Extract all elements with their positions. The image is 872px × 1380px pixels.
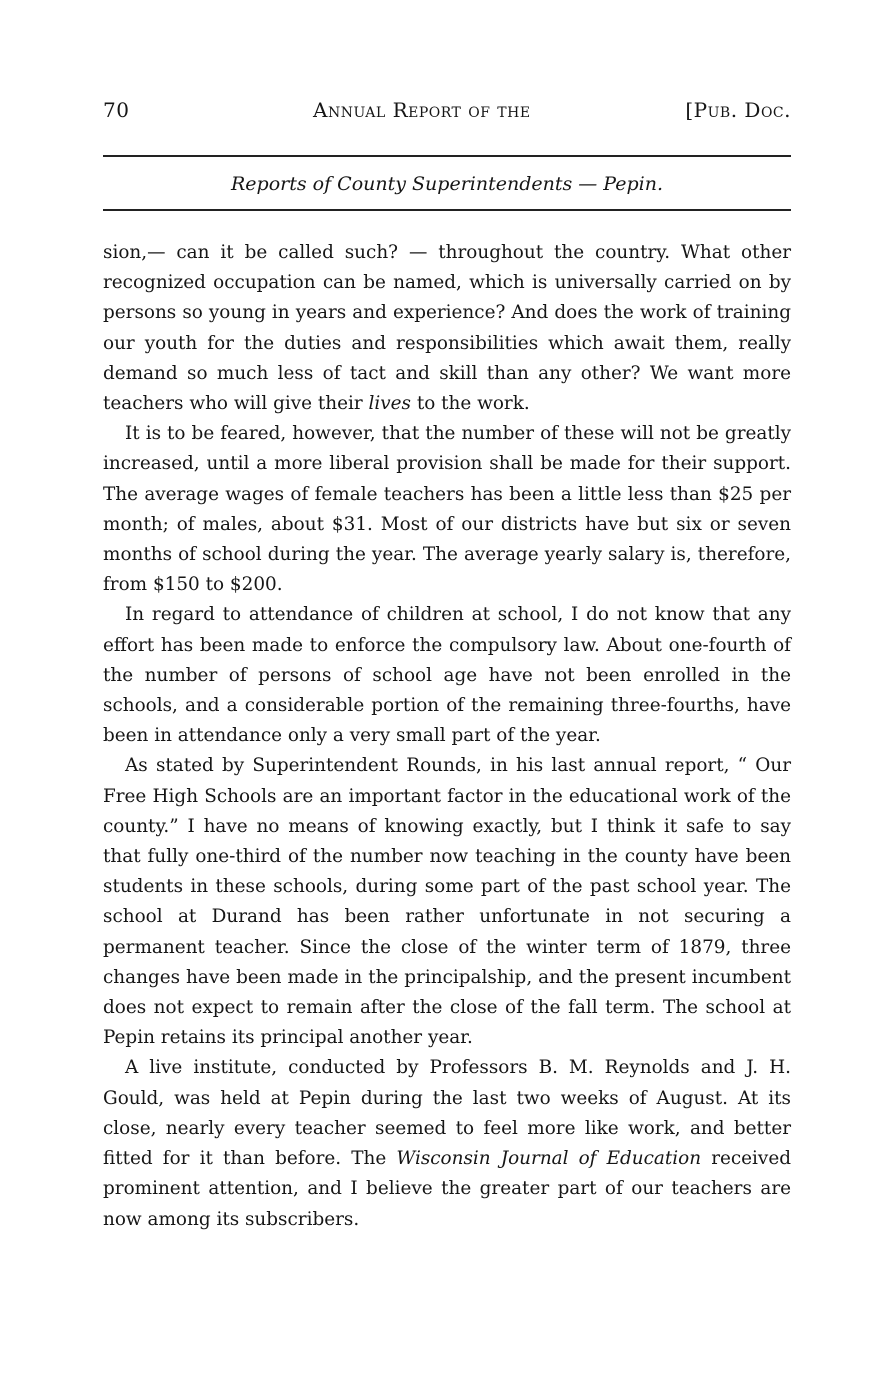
header-rule-top bbox=[103, 155, 791, 157]
document-type: [Pub. Doc. bbox=[685, 98, 791, 122]
paragraph-1 bbox=[103, 238, 791, 419]
body-text bbox=[103, 238, 791, 1235]
running-header bbox=[103, 98, 791, 134]
section-title: Reports of County Superintendents — Pepin. bbox=[231, 173, 663, 195]
paragraph-2: It is to be feared, however, that the number of these will not be greatly increased, until a more liberal provision shall be made for their support. The average wages of female teachers has been a little less than $25 per month; of males, about $31. Most of our districts have but six or seven months of school during the year. The average yearly salary is, therefore, from $150 to $200. bbox=[103, 423, 791, 596]
paragraph-5-text: A live institute, conducted by Professors B. M. Reynolds and J. H. Gould, was held at Pepin during the last two weeks of August. At its close, nearly every teacher seemed to feel more like work, and better fitted for it than before. The bbox=[103, 1057, 791, 1170]
paragraph-1-text-end: to the work. bbox=[410, 393, 530, 415]
paragraph-4: As stated by Superintendent Rounds, in his last annual report, “ Our Free High Schools are an important factor in the educational work of the county.” I have no means of knowing exactly, but I think it safe to say that fully one-third of the number now teaching in the county have been students in these schools, during some part of the past school year. The school at Durand has been rather unfortunate in not securing a permanent teacher. Since the close of the winter term of 1879, three changes have been made in the principalship, and the present incumbent does not expect to remain after the close of the fall term. The school at Pepin retains its principal another year. bbox=[103, 755, 791, 1049]
paragraph-1-emphasis: lives bbox=[368, 393, 411, 415]
header-rule-bottom bbox=[103, 209, 791, 211]
paragraph-3: In regard to attendance of children at school, I do not know that any effort has been made to enforce the compulsory law. About one-fourth of the number of persons of school age have not been enrolled in the schools, and a considerable portion of the remaining three-fourths, have been in attendance only a very small part of the year. bbox=[103, 604, 791, 747]
paragraph-1-text: sion,— can it be called such? — throughout the country. What other recognized occupation can be named, which is universally carried on by persons so young in years and experience? And does the work of training our youth for the duties and responsibilities which await them, really demand so much less of tact and skill than any other? We want more teachers who will give their bbox=[103, 242, 791, 415]
paragraph-5 bbox=[103, 1053, 791, 1234]
running-title: Annual Report of the bbox=[313, 98, 531, 122]
page-number: 70 bbox=[103, 98, 130, 122]
journal-title: Wisconsin Journal of Education bbox=[396, 1148, 702, 1170]
paragraph-5-text-end: received prominent attention, and I believe the greater part of our teachers are now among its subscribers. bbox=[103, 1148, 791, 1230]
